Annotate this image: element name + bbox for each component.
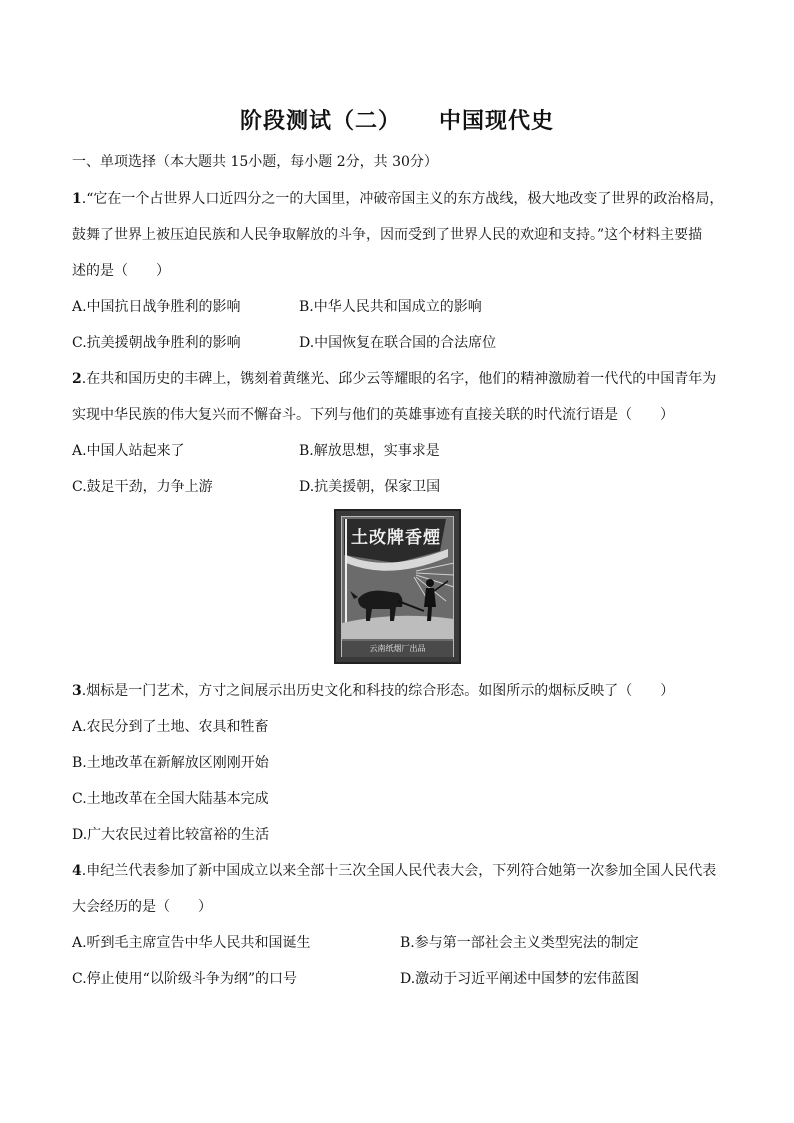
q1-line-2: 鼓舞了世界上被压迫民族和人民争取解放的斗争，因而受到了世界人民的欢迎和支持。”这个材料主要描: [72, 227, 703, 243]
section-heading: 一、单项选择（本大题共 15小题，每小题 2分，共 30分）: [72, 154, 438, 170]
q2-line-1: 2.在共和国历史的丰碑上，镌刻着黄继光、邱少云等耀眼的名字，他们的精神激励着一代代的中国青年为: [72, 371, 717, 387]
q2-option-c: C.鼓足干劲，力争上游: [72, 479, 213, 495]
q1-line-3: 述的是（ ）: [72, 263, 170, 279]
cigarette-label-image: [334, 509, 461, 664]
q3-option-d: D.广大农民过着比较富裕的生活: [72, 827, 270, 843]
q3-option-a: A.农民分到了土地、农具和牲畜: [72, 719, 269, 735]
q4-option-a: A.听到毛主席宣告中华人民共和国诞生: [72, 935, 311, 951]
q1-option-a: A.中国抗日战争胜利的影响: [72, 299, 241, 315]
q2-number: 2: [72, 371, 82, 387]
q2-option-b: B.解放思想，实事求是: [299, 443, 440, 459]
q3-option-c: C.土地改革在全国大陆基本完成: [72, 791, 269, 807]
q1-option-c: C.抗美援朝战争胜利的影响: [72, 335, 241, 351]
q3-number: 3: [72, 683, 82, 699]
q2-option-d: D.抗美援朝，保家卫国: [299, 479, 441, 495]
q4-option-b: B.参与第一部社会主义类型宪法的制定: [400, 935, 639, 951]
title-part-2: 中国现代史: [439, 108, 555, 134]
q1-line-1: 1.“它在一个占世界人口近四分之一的大国里，冲破帝国主义的东方战线，极大地改变了世界的政治格局，: [72, 191, 724, 207]
cigarette-label-footer: 云南纸烟厂出品: [369, 644, 426, 653]
q2-option-a: A.中国人站起来了: [72, 443, 185, 459]
q1-number: 1: [72, 191, 82, 207]
page-title: [0, 104, 794, 135]
q4-line-2: 大会经历的是（ ）: [72, 899, 212, 915]
q4-option-d: D.激动于习近平阐述中国梦的宏伟蓝图: [400, 971, 640, 987]
q3-option-b: B.土地改革在新解放区刚刚开始: [72, 755, 269, 771]
q4-line-1: 4.申纪兰代表参加了新中国成立以来全部十三次全国人民代表大会，下列符合她第一次参加全国人民代表: [72, 863, 717, 879]
title-part-1: 阶段测试（二）: [239, 108, 401, 134]
cigarette-label-title: 土改牌香煙: [351, 528, 441, 548]
q4-number: 4: [72, 863, 82, 879]
q4-option-c: C.停止使用“以阶级斗争为纲”的口号: [72, 971, 297, 987]
q1-option-b: B.中华人民共和国成立的影响: [299, 299, 482, 315]
q1-option-d: D.中国恢复在联合国的合法席位: [299, 335, 497, 351]
q2-line-2: 实现中华民族的伟大复兴而不懈奋斗。下列与他们的英雄事迹有直接关联的时代流行语是（ ）: [72, 407, 674, 423]
q3-line-1: 3.烟标是一门艺术，方寸之间展示出历史文化和科技的综合形态。如图所示的烟标反映了（ ）: [72, 683, 675, 699]
